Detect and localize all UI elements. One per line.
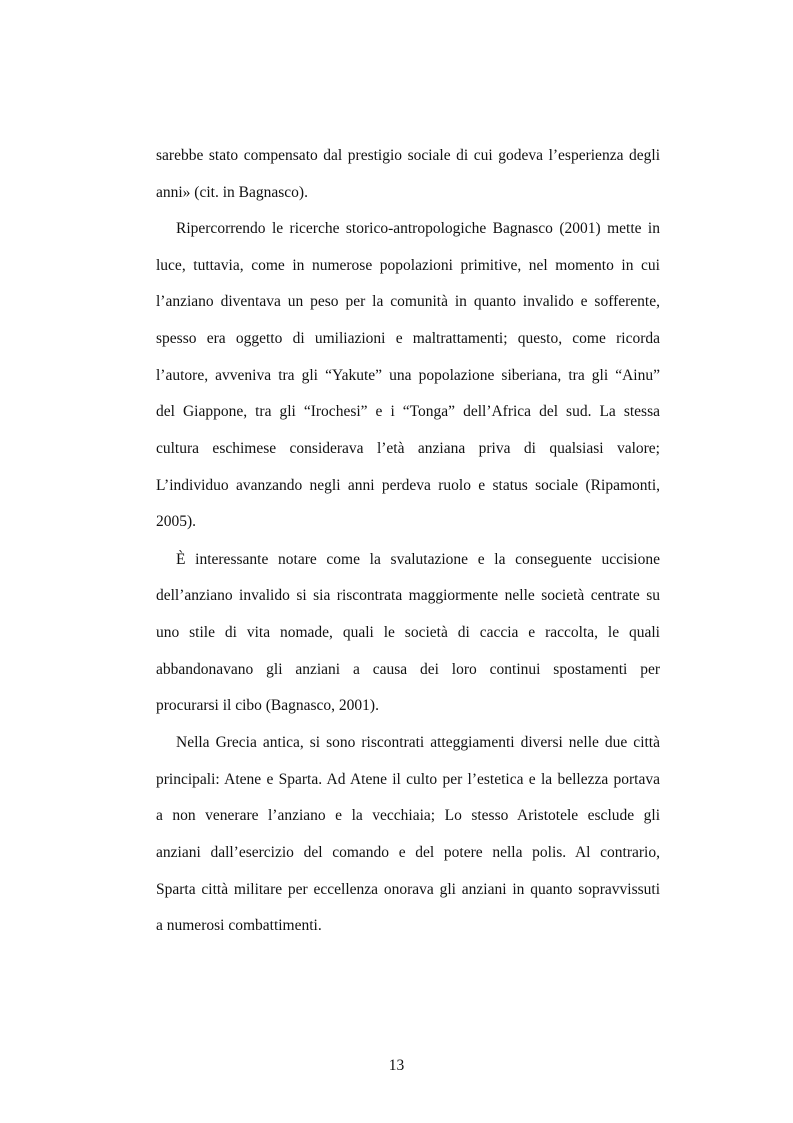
text-line: dell’anziano invalido si sia riscontrata maggiormente nelle società centrate su [156,587,660,604]
text-line: L’individuo avanzando negli anni perdeva ruolo e status sociale (Ripamonti, [156,477,660,494]
text-line: 2005). [156,513,197,530]
text-line: abbandonavano gli anziani a causa dei loro continui spostamenti per [156,661,660,678]
text-line: Ripercorrendo le ricerche storico-antropologiche Bagnasco (2001) mette in [176,220,660,237]
text-line: È interessante notare come la svalutazione e la conseguente uccisione [176,551,660,568]
text-line: principali: Atene e Sparta. Ad Atene il culto per l’estetica e la bellezza portava [156,771,660,788]
text-line: procurarsi il cibo (Bagnasco, 2001). [156,697,379,714]
text-line: uno stile di vita nomade, quali le società di caccia e raccolta, le quali [156,624,660,641]
text-line: a numerosi combattimenti. [156,917,322,934]
text-line: cultura eschimese considerava l’età anziana priva di qualsiasi valore; [156,440,660,457]
text-line: l’autore, avveniva tra gli “Yakute” una popolazione siberiana, tra gli “Ainu” [156,367,660,384]
text-line: del Giappone, tra gli “Irochesi” e i “Tonga” dell’Africa del sud. La stessa [156,403,660,420]
text-line: anni» (cit. in Bagnasco). [156,184,308,201]
text-line: anziani dall’esercizio del comando e del potere nella polis. Al contrario, [156,844,660,861]
text-line: luce, tuttavia, come in numerose popolazioni primitive, nel momento in cui [156,257,660,274]
text-line: l’anziano diventava un peso per la comunità in quanto invalido e sofferente, [156,293,660,310]
page-number: 13 [388,1057,405,1074]
text-line: a non venerare l’anziano e la vecchiaia; Lo stesso Aristotele esclude gli [156,807,660,824]
text-line: spesso era oggetto di umiliazioni e maltrattamenti; questo, come ricorda [156,330,660,347]
text-line: sarebbe stato compensato dal prestigio sociale di cui godeva l’esperienza degli [156,147,660,164]
text-line: Sparta città militare per eccellenza onorava gli anziani in quanto sopravvissuti [156,881,660,898]
text-line: Nella Grecia antica, si sono riscontrati atteggiamenti diversi nelle due città [176,734,660,751]
